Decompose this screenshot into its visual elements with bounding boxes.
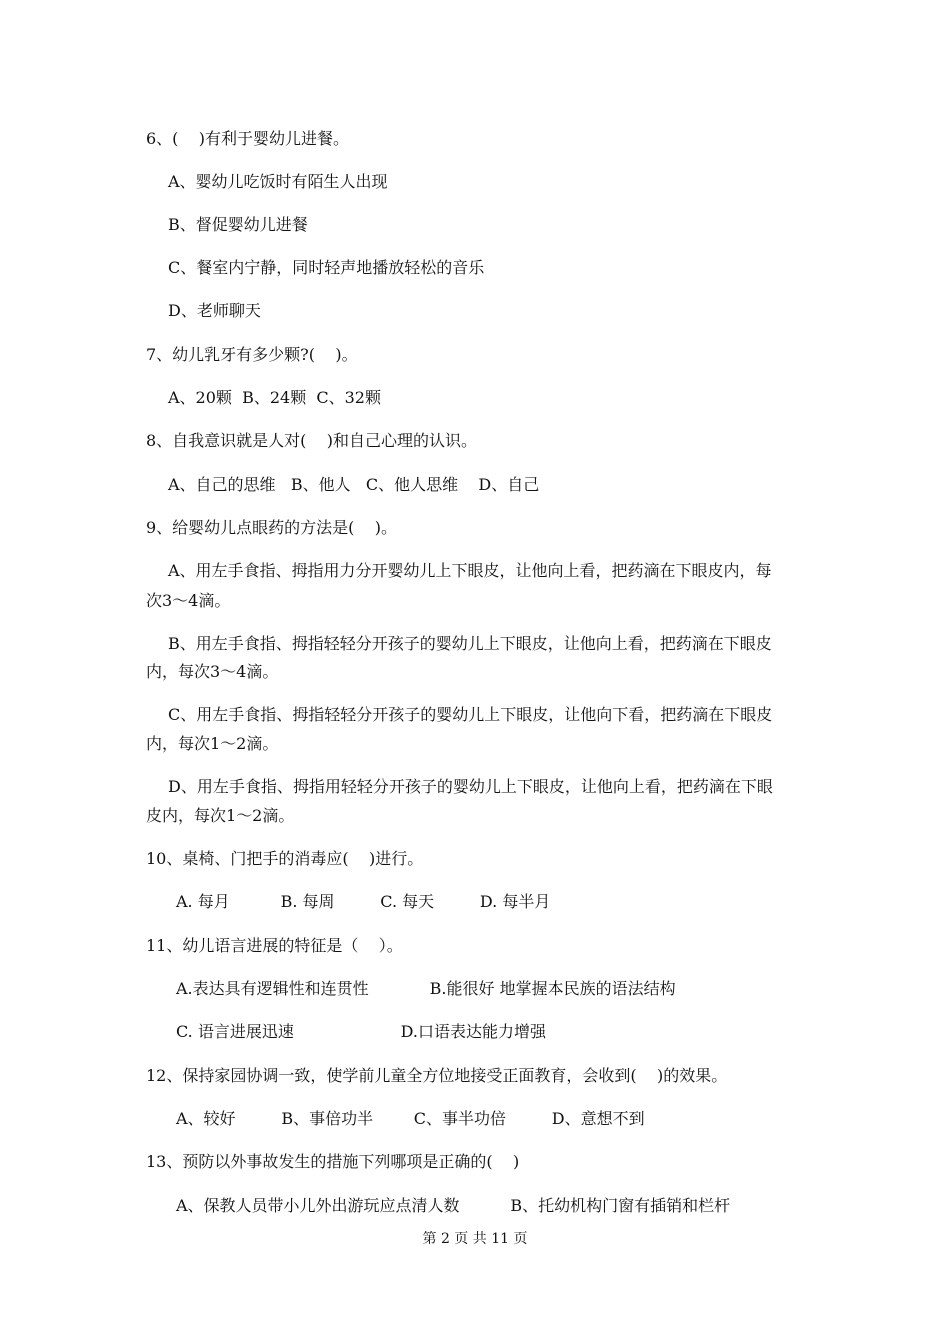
q8-options: A、自己的思维 B、他人 C、他人思维 D、自己 [168, 475, 540, 494]
q6-stem: 6、( )有利于婴幼儿进餐。 [146, 129, 350, 148]
q10-options: A. 每月 B. 每周 C. 每天 D. 每半月 [176, 892, 551, 911]
q11-stem: 11、幼儿语言进展的特征是（ ）。 [146, 936, 403, 955]
q6-option-d: D、老师聊天 [168, 301, 261, 320]
q12-stem: 12、保持家园协调一致，使学前儿童全方位地接受正面教育，会收到( )的效果。 [146, 1066, 728, 1085]
q9-option-a-line2: 次3～4滴。 [146, 591, 231, 610]
q8-stem: 8、自我意识就是人对( )和自己心理的认识。 [146, 431, 478, 450]
q6-option-c: C、餐室内宁静，同时轻声地播放轻松的音乐 [168, 258, 485, 277]
q12-options: A、较好 B、事倍功半 C、事半功倍 D、意想不到 [176, 1109, 645, 1128]
q6-option-b: B、督促婴幼儿进餐 [168, 215, 308, 234]
q10-stem: 10、桌椅、门把手的消毒应( )进行。 [146, 849, 424, 868]
q9-option-d-line1: D、用左手食指、拇指用轻轻分开孩子的婴幼儿上下眼皮，让他向上看，把药滴在下眼 [168, 777, 773, 796]
page-footer: 第 2 页 共 11 页 [422, 1231, 528, 1247]
q9-stem: 9、给婴幼儿点眼药的方法是( )。 [146, 518, 398, 537]
q9-option-c-line2: 内，每次1～2滴。 [146, 734, 279, 753]
q13-stem: 13、预防以外事故发生的措施下列哪项是正确的( ) [146, 1152, 520, 1171]
q11-options-ab: A.表达具有逻辑性和连贯性 B.能很好 地掌握本民族的语法结构 [176, 979, 676, 998]
q7-options: A、20颗 B、24颗 C、32颗 [168, 388, 381, 407]
q9-option-c-line1: C、用左手食指、拇指轻轻分开孩子的婴幼儿上下眼皮，让他向下看，把药滴在下眼皮 [168, 705, 773, 724]
q9-option-b-line2: 内，每次3～4滴。 [146, 662, 279, 681]
q9-option-a-line1: A、用左手食指、拇指用力分开婴幼儿上下眼皮，让他向上看，把药滴在下眼皮内，每 [168, 561, 772, 580]
q6-option-a: A、婴幼儿吃饭时有陌生人出现 [168, 172, 388, 191]
q9-option-b-line1: B、用左手食指、拇指轻轻分开孩子的婴幼儿上下眼皮，让他向上看，把药滴在下眼皮 [168, 634, 772, 653]
q9-option-d-line2: 皮内，每次1～2滴。 [146, 806, 295, 825]
q11-options-cd: C. 语言进展迅速 D.口语表达能力增强 [176, 1022, 546, 1041]
q7-stem: 7、幼儿乳牙有多少颗?( )。 [146, 345, 358, 364]
q13-options-ab: A、保教人员带小儿外出游玩应点清人数 B、托幼机构门窗有插销和栏杆 [176, 1196, 731, 1215]
